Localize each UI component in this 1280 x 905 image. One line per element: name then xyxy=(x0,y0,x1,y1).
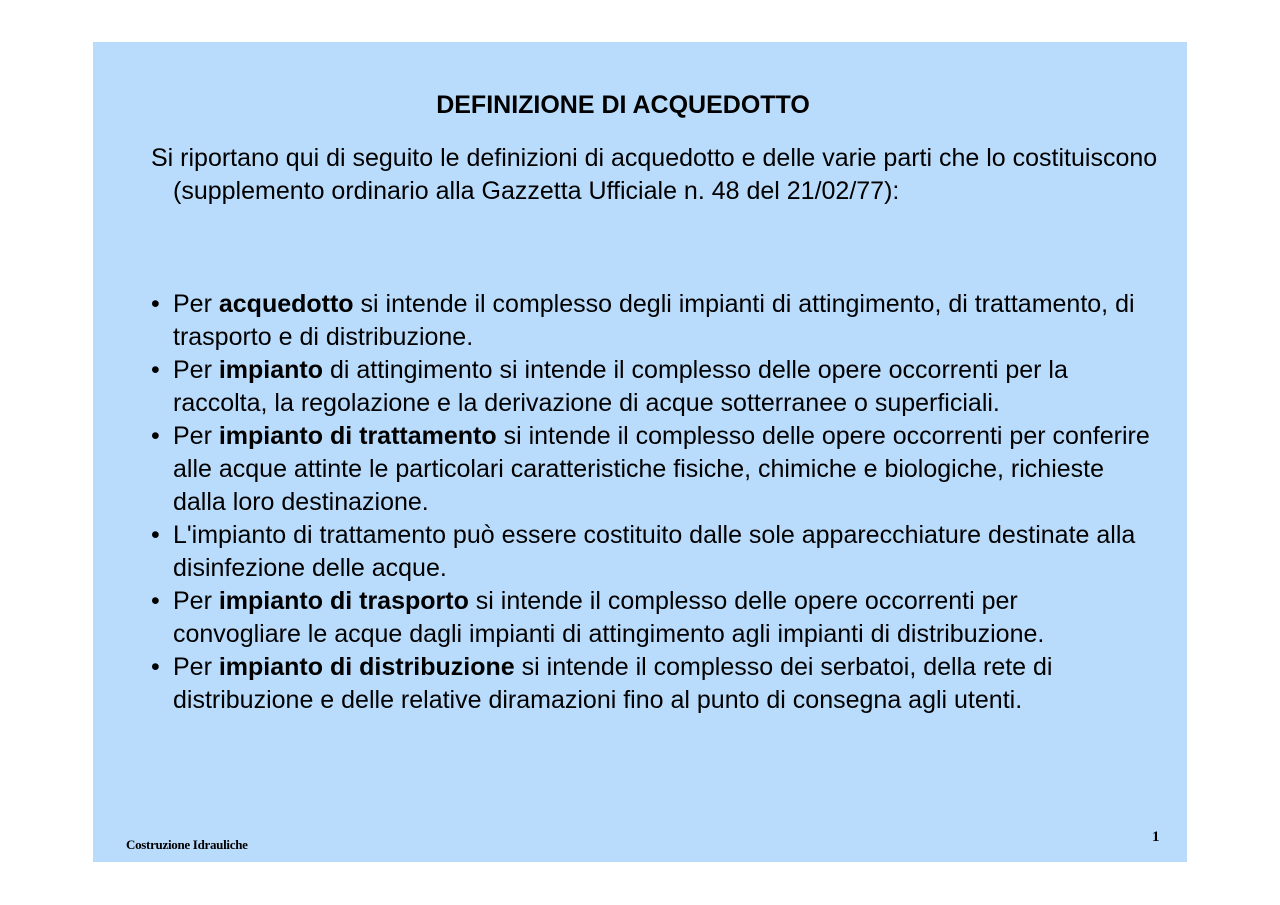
footer-course-name: Costruzione Idrauliche xyxy=(126,837,248,852)
list-item xyxy=(151,585,1151,651)
item-prefix: Per xyxy=(173,356,219,384)
item-term: acquedotto xyxy=(218,290,354,318)
item-text: si intende il complesso dei serbatoi, della rete di distribuzione e delle relative diramazioni fino al punto di consegna agli utenti. xyxy=(173,653,1053,714)
item-prefix: Per xyxy=(173,422,219,450)
item-term: impianto xyxy=(218,356,324,384)
item-term: impianto di distribuzione xyxy=(218,653,515,681)
page-number: 1 xyxy=(1152,829,1160,845)
list-item xyxy=(151,651,1151,717)
list-item xyxy=(151,420,1151,519)
item-text: si intende il complesso delle opere occorrenti per conferire alle acque attinte le particolari caratteristiche fisiche, chimiche e biologiche, richieste dalla loro destinazione. xyxy=(173,422,1150,516)
item-prefix: Per xyxy=(173,290,219,318)
slide-title: DEFINIZIONE DI ACQUEDOTTO xyxy=(436,91,810,119)
item-term: impianto di trasporto xyxy=(218,587,469,615)
bullet-icon: • xyxy=(151,290,160,318)
item-text: si intende il complesso degli impianti di attingimento, di trattamento, di trasporto e di distribuzione. xyxy=(173,290,1135,351)
bullet-icon: • xyxy=(151,653,160,681)
item-prefix: Per xyxy=(173,587,219,615)
item-prefix: Per xyxy=(173,653,219,681)
slide xyxy=(93,42,1187,862)
bullet-icon: • xyxy=(151,587,160,615)
list-item xyxy=(151,519,1151,585)
item-text: si intende il complesso delle opere occorrenti per convogliare le acque dagli impianti di attingimento agli impianti di distribuzione. xyxy=(173,587,1045,648)
bullet-icon: • xyxy=(151,356,160,384)
bullet-icon: • xyxy=(151,521,160,549)
intro-paragraph: Si riportano qui di seguito le definizioni di acquedotto e delle varie parti che lo costituiscono (supplemento ordinario alla Gazzetta Ufficiale n. 48 del 21/02/77): xyxy=(151,144,1158,205)
item-term: impianto di trattamento xyxy=(218,422,497,450)
list-item xyxy=(151,288,1151,354)
definition-list xyxy=(151,288,1151,717)
item-prefix: L'impianto di trattamento può essere costituito dalle sole apparecchiature destinate alla disinfezione delle acque. xyxy=(173,521,1136,582)
bullet-icon: • xyxy=(151,422,160,450)
item-text: di attingimento si intende il complesso delle opere occorrenti per la raccolta, la regolazione e la derivazione di acque sotterranee o superficiali. xyxy=(173,356,1068,417)
list-item xyxy=(151,354,1151,420)
